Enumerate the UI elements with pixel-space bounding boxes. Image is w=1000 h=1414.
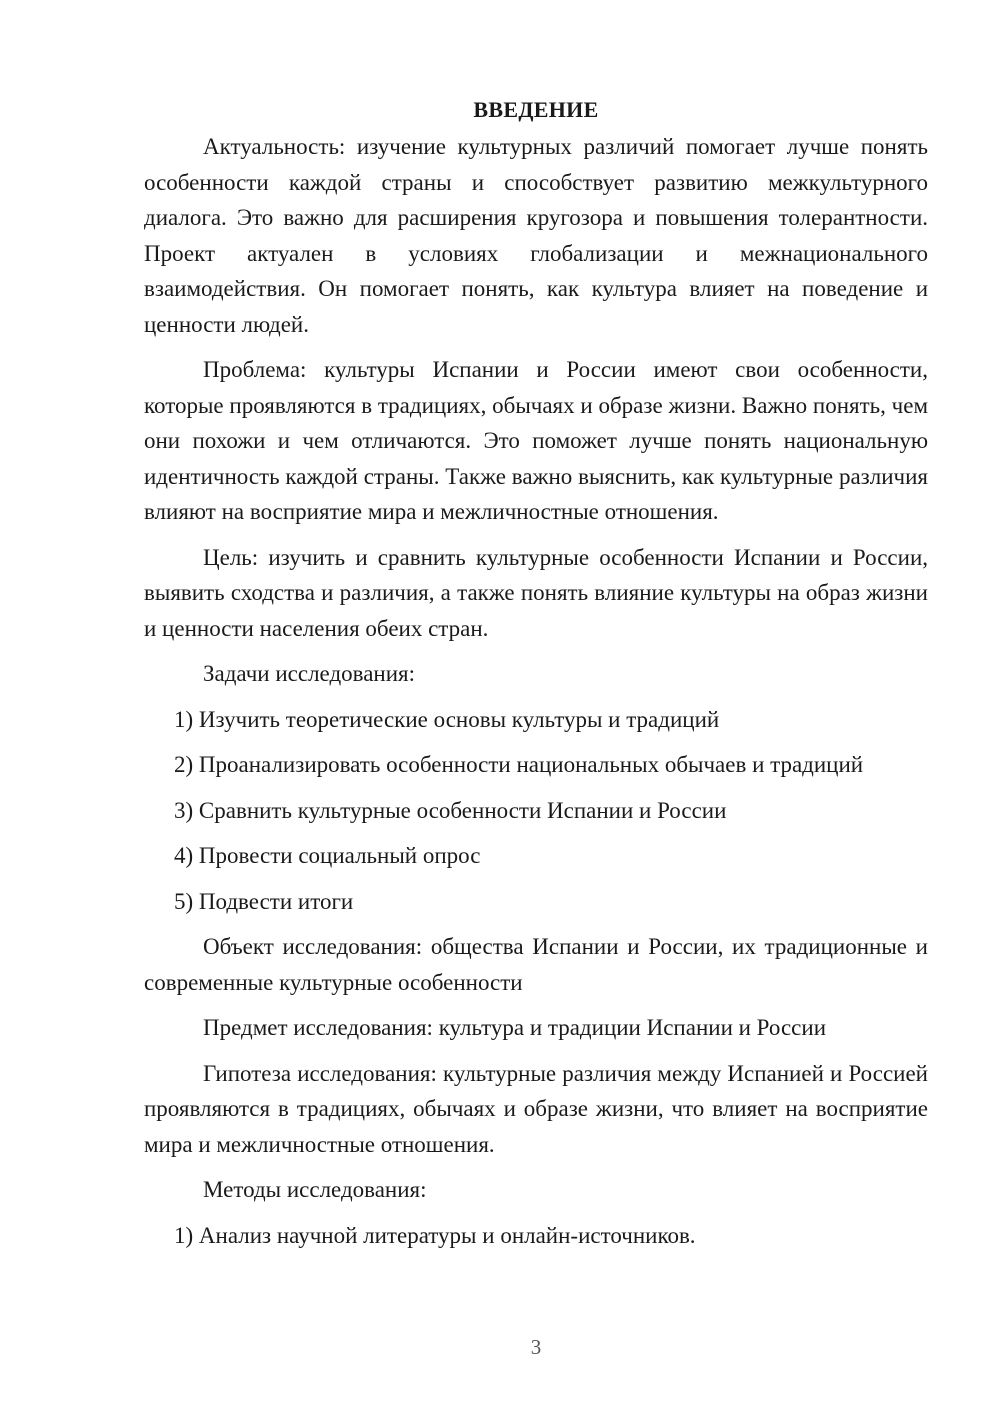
list-item: 2) Проанализировать особенности национальных обычаев и традиций — [174, 752, 864, 777]
list-item: 1) Анализ научной литературы и онлайн-источников. — [174, 1222, 696, 1248]
subject-paragraph: Предмет исследования: культура и традиции Испании и России — [203, 1015, 827, 1040]
object-paragraph: Объект исследования: общества Испании и России, их традиционные и современные культурные особенности — [144, 934, 928, 995]
relevance-paragraph: Актуальность: изучение культурных различий помогает лучше понять особенности каждой страны и способствует развитию межкультурного диалога. Это важно для расширения кругозора и повышения толерантности. Проект актуален в условиях глобализации и межнационального взаимодействия. Он помогает понять, как культура влияет на поведение и ценности людей. — [144, 134, 928, 337]
tasks-list — [144, 702, 928, 920]
hypothesis-paragraph: Гипотеза исследования: культурные различия между Испанией и Россией проявляются в традициях, обычаях и образе жизни, что влияет на восприятие мира и межличностные отношения. — [144, 1060, 928, 1157]
page-number: 3 — [530, 1335, 542, 1359]
list-item: 4) Провести социальный опрос — [174, 843, 481, 868]
section-title: ВВЕДЕНИЕ — [473, 97, 599, 122]
list-item: 5) Подвести итоги — [174, 888, 354, 914]
problem-paragraph: Проблема: культуры Испании и России имеют свои особенности, которые проявляются в традициях, обычаях и образе жизни. Важно понять, чем они похожи и чем отличаются. Это поможет лучше понять национальную идентичность каждой страны. Также важно выяснить, как культурные различия влияют на восприятие мира и межличностные отношения. — [144, 357, 928, 524]
page-content — [144, 91, 928, 1263]
methods-heading: Методы исследования: — [203, 1177, 427, 1202]
list-item: 3) Сравнить культурные особенности Испании и России — [174, 797, 727, 823]
methods-list — [144, 1218, 928, 1254]
list-item: 1) Изучить теоретические основы культуры и традиций — [174, 706, 720, 732]
goal-paragraph: Цель: изучить и сравнить культурные особенности Испании и России, выявить сходства и различия, а также понять влияние культуры на образ жизни и ценности населения обеих стран. — [144, 544, 928, 641]
tasks-heading: Задачи исследования: — [203, 661, 416, 686]
